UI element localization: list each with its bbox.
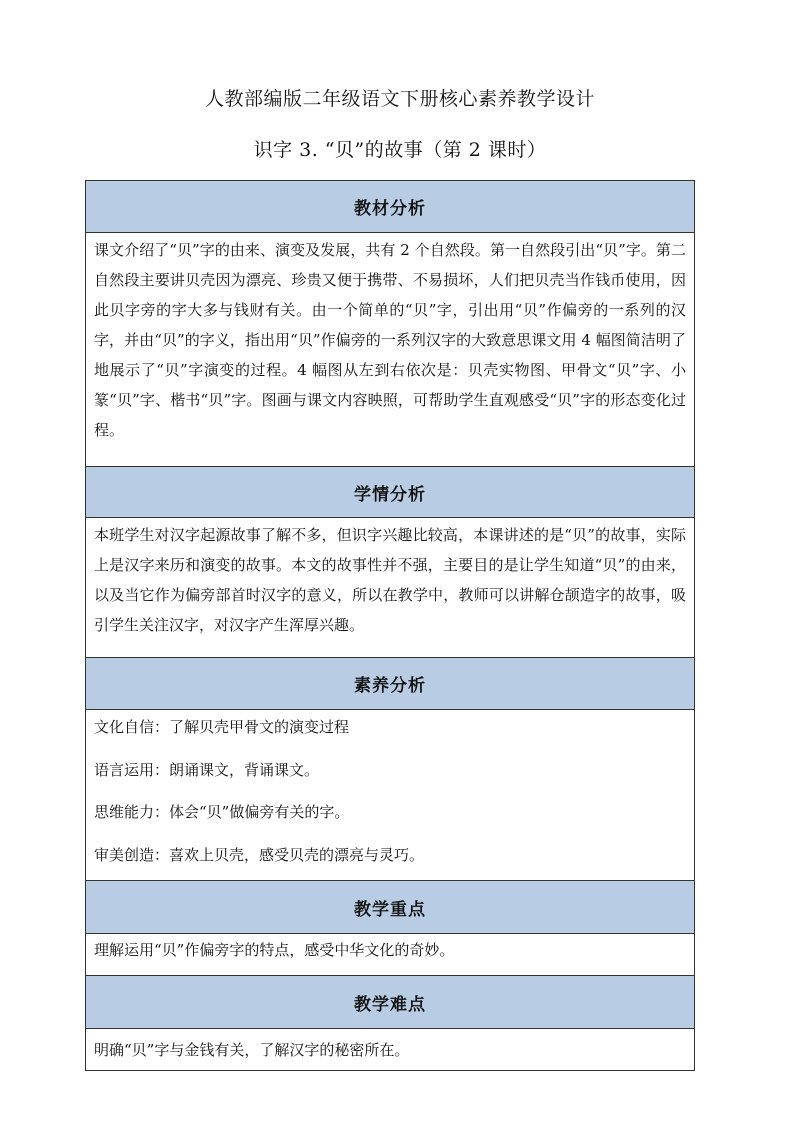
literacy-item-thinking: 思维能力：体会“贝”做偏旁有关的字。 — [94, 803, 350, 821]
student-analysis-cell — [86, 518, 694, 658]
difficulties-text: 明确“贝”字与金钱有关，了解汉字的秘密所在。 — [94, 1041, 410, 1059]
textbook-analysis-text: 课文介绍了“贝”字的由来、演变及发展，共有 2 个自然段。第一自然段引出“贝”字。第二自然段主要讲贝壳因为漂亮、珍贵又便于携带、不易损坏，人们把贝壳当作钱币使用，因此贝字旁的字大多与钱财有关。由一个简单的“贝”字，引出用“贝”作偏旁的一系列的汉字，并由“贝”的字义，指出用“贝”作偏旁的一系列汉字的大致意思课文用 4 幅图简洁明了地展示了“贝”字演变的过程。4 幅图从左到右依次是：贝壳实物图、甲骨文“贝”字、小篆“贝”字、楷书“贝”字。图画与课文内容映照，可帮助学生直观感受“贝”字的形态变化过程。 — [94, 241, 686, 439]
literacy-analysis-cell — [86, 710, 694, 881]
textbook-analysis-cell — [86, 233, 694, 467]
document-title: 人教部编版二年级语文下册核心素养教学设计 — [204, 88, 595, 110]
literacy-item-language: 语言运用：朗诵课文，背诵课文。 — [94, 761, 320, 779]
literacy-item-culture: 文化自信：了解贝壳甲骨文的演变过程 — [94, 718, 350, 736]
student-analysis-heading: 学情分析 — [86, 467, 694, 518]
literacy-item-aesthetic: 审美创造：喜欢上贝壳，感受贝壳的漂亮与灵巧。 — [94, 846, 425, 864]
key-points-heading: 教学重点 — [86, 881, 694, 934]
key-points-text: 理解运用“贝”作偏旁字的特点，感受中华文化的奇妙。 — [94, 941, 455, 959]
document-subtitle: 识字 3. “贝”的故事（第 2 课时） — [253, 139, 547, 161]
difficulties-cell — [86, 1029, 694, 1070]
textbook-analysis-heading: 教材分析 — [86, 181, 694, 233]
difficulties-heading: 教学难点 — [86, 976, 694, 1029]
key-points-cell — [86, 934, 694, 976]
lesson-plan-table — [85, 180, 695, 1071]
literacy-analysis-heading: 素养分析 — [86, 658, 694, 710]
student-analysis-text: 本班学生对汉字起源故事了解不多，但识字兴趣比较高，本课讲述的是“贝”的故事，实际上是汉字来历和演变的故事。本文的故事性并不强，主要目的是让学生知道“贝”的由来，以及当它作为偏旁部首时汉字的意义，所以在教学中，教师可以讲解仓颉造字的故事，吸引学生关注汉字，对汉字产生浑厚兴趣。 — [94, 526, 686, 634]
